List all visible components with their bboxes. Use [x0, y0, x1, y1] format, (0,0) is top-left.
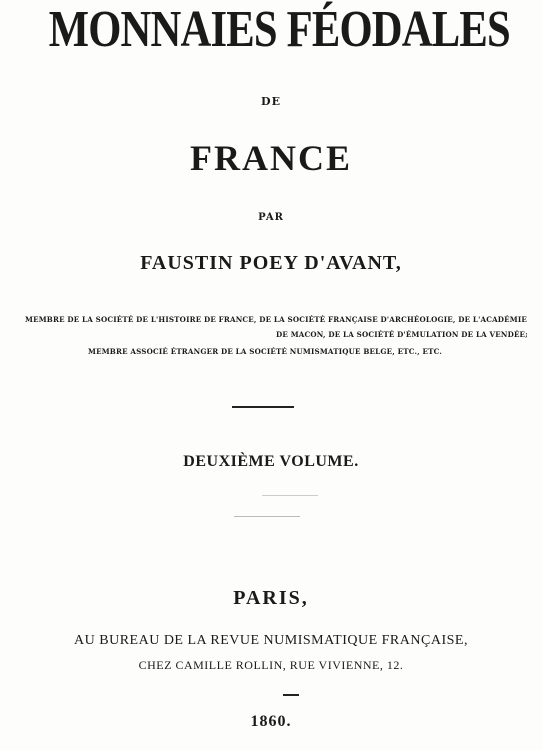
membership-line-1: MEMBRE DE LA SOCIÉTÉ DE L'HISTOIRE DE FRANCE, DE LA SOCIÉTÉ FRANÇAISE D'ARCHÉOLOGIE, DE L'ACADÉMIE [25, 315, 527, 324]
author-name: FAUSTIN POEY D'AVANT, [140, 252, 402, 274]
divider-rule [232, 406, 294, 408]
author-connector-par: PAR [258, 212, 284, 223]
imprint-year: 1860. [250, 713, 292, 730]
volume-label: DEUXIÈME VOLUME. [183, 453, 359, 470]
faint-divider-rule [262, 495, 318, 496]
imprint-city: PARIS, [233, 587, 309, 609]
title-connector-de: DE [261, 95, 281, 108]
imprint-address: CHEZ CAMILLE ROLLIN, RUE VIVIENNE, 12. [138, 658, 404, 672]
book-title: MONNAIES FÉODALES [48, 1, 510, 58]
faint-divider-rule [234, 516, 300, 517]
short-dash-rule [283, 694, 299, 696]
membership-line-2: DE MACON, DE LA SOCIÉTÉ D'ÉMULATION DE LA VENDÉE; [276, 330, 528, 339]
book-title-country: FRANCE [190, 138, 352, 178]
imprint-publisher: AU BUREAU DE LA REVUE NUMISMATIQUE FRANÇAISE, [74, 633, 468, 648]
membership-line-3: MEMBRE ASSOCIÉ ÉTRANGER DE LA SOCIÉTÉ NUMISMATIQUE BELGE, ETC., ETC. [88, 347, 442, 356]
